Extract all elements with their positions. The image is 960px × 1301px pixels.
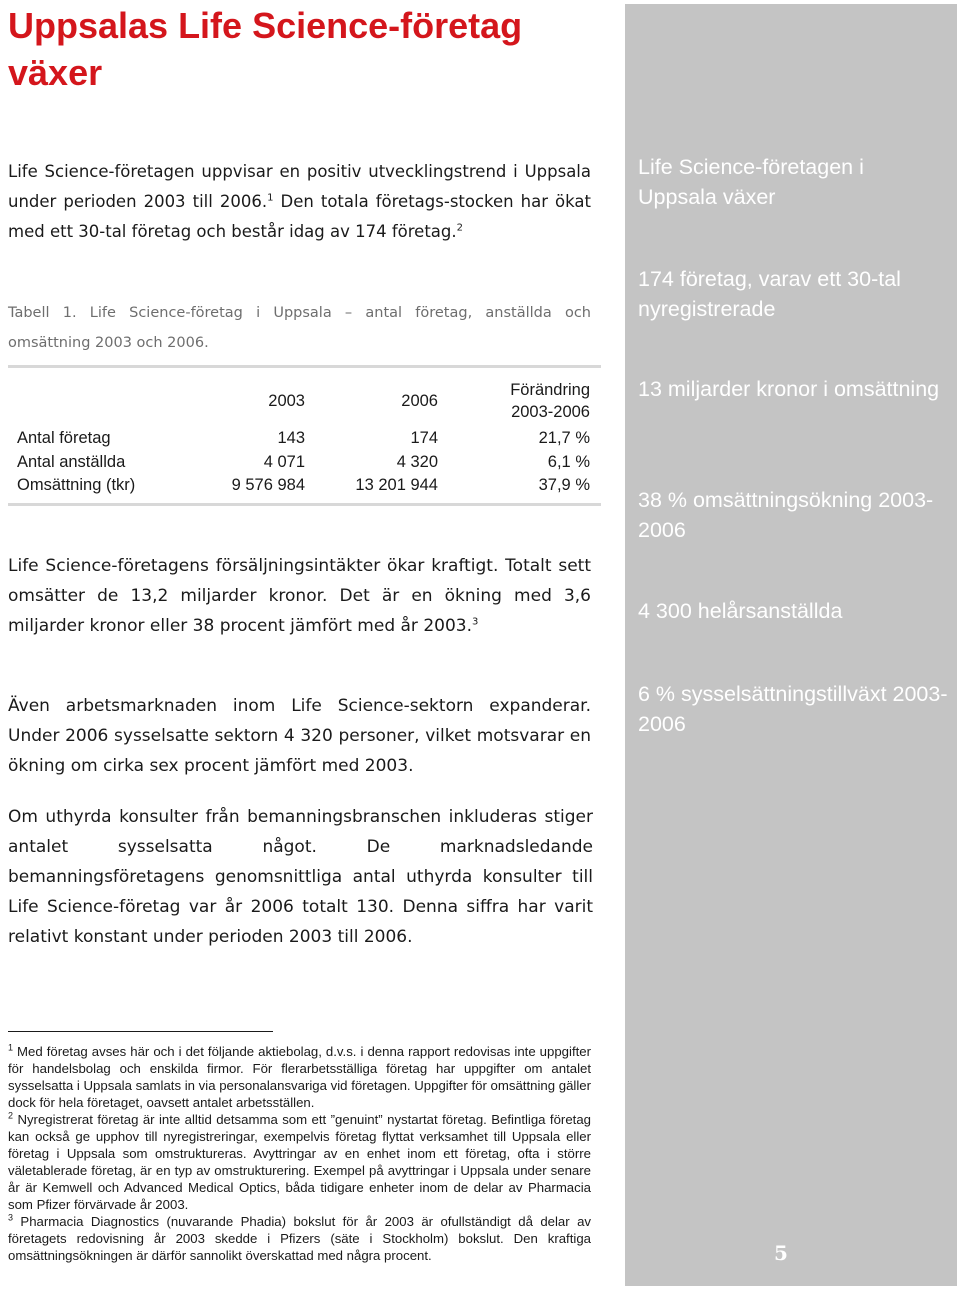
cell-revenue-change: 37,9 % <box>538 476 590 494</box>
footnote-text: Med företag avses här och i det följande aktiebolag, d.v.s. i denna rapport redovisas inte uppgifter för handelsbolag och enskilda firmor. För flerarbetsställiga företag har uppgifter om antalet sysselsatta i Uppsala samlats in via personalansvariga vid företagen. Uppgifter för omsättning gäller dock för hela företaget, oavsett antalet arbetsställen. <box>8 1044 591 1110</box>
sidebar-highlight-revenue: 13 miljarder kronor i omsättning <box>638 377 940 401</box>
footnote-ref-2[interactable]: 2 <box>456 222 464 234</box>
column-header-change-label: Förändring <box>510 381 590 399</box>
footnote-number: 2 <box>8 1110 14 1121</box>
page-title: Uppsalas Life Science-företag växer <box>8 5 523 93</box>
sidebar-highlight-companies: 174 företag, varav ett 30-tal nyregistrerade <box>638 267 901 321</box>
cell-employees-2006: 4 320 <box>396 453 438 471</box>
footnote-divider <box>8 1031 273 1032</box>
footnote-text: Pharmacia Diagnostics (nuvarande Phadia) bokslut för år 2003 är ofullständigt då delar av företagets redovisning år 2003 skedde i Pfizers (säte i Stockholm) bokslut. Den kraftiga omsättningsökningen är därför sannolikt överskattad med några procent. <box>8 1214 591 1263</box>
column-header-2003: 2003 <box>268 392 305 410</box>
table-caption: Tabell 1. Life Science-företag i Uppsala – antal företag, anställda och omsättning 2003 och 2006. <box>8 305 591 351</box>
footnote-3 <box>8 1213 591 1264</box>
sales-text: Life Science-företagens försäljningsintäkter ökar kraftigt. Totalt sett omsätter de 13,2 miljarder kronor. Det är en ökning med 3,6 miljarder kronor eller 38 procent jämfört med år 2003. <box>8 556 591 636</box>
footnote-ref-3[interactable]: 3 <box>472 616 479 628</box>
cell-revenue-2006: 13 201 944 <box>355 476 438 494</box>
row-label-employees: Antal anställda <box>17 453 126 471</box>
footnote-number: 3 <box>8 1212 14 1223</box>
row-label-companies: Antal företag <box>17 429 111 447</box>
footnote-number: 1 <box>8 1042 14 1053</box>
cell-employees-change: 6,1 % <box>547 453 590 471</box>
page-number: 5 <box>774 1241 788 1265</box>
column-header-change <box>478 379 590 423</box>
employment-paragraph: Även arbetsmarknaden inom Life Science-sektorn expanderar. Under 2006 sysselsatte sektorn 4 320 personer, vilket motsvarar en ökning om cirka sex procent jämfört med 2003. <box>8 696 591 776</box>
sidebar-highlight-growth: Life Science-företagen i Uppsala växer <box>638 155 864 209</box>
footnotes <box>8 1043 591 1264</box>
footnote-1 <box>8 1043 591 1111</box>
highlights-sidebar <box>625 4 957 1286</box>
sidebar-highlight-employment-growth: 6 % sysselsättningstillväxt 2003-2006 <box>638 682 948 736</box>
column-header-2006: 2006 <box>401 392 438 410</box>
footnote-text: Nyregistrerat företag är inte alltid detsamma som ett ”genuint” nystartat företag. Befintliga företag kan också ge upphov till nyregistreringar, exempelvis företag flyttat verksamhet till Uppsala eller företag i Uppsala som omstruktureras. Avyttringar av en enhet inom ett företag, ofta i större väletablerade företag, är en typ av omstrukturering. Exempel på avyttringar i Uppsala under senare år är Kemwell och Advanced Medical Optics, båda tidigare enheter inom de delar av Pharmacia som Pfizer förvärvade år 2003. <box>8 1112 591 1212</box>
statistics-table <box>8 365 601 506</box>
intro-text-b: Den totala företags-stocken har ökat med ett 30-tal företag och består idag av 174 företag. <box>8 192 591 241</box>
column-header-change-period: 2003-2006 <box>511 403 590 421</box>
cell-companies-change: 21,7 % <box>538 429 590 447</box>
intro-text-a: Life Science-företagen uppvisar en positiv utvecklingstrend i Uppsala under perioden 2003 till 2006. <box>8 162 591 211</box>
cell-employees-2003: 4 071 <box>263 453 305 471</box>
cell-companies-2003: 143 <box>277 429 305 447</box>
consultants-paragraph: Om uthyrda konsulter från bemanningsbranschen inkluderas stiger antalet sysselsatta något. De marknadsledande bemanningsföretagens genomsnittliga antal uthyrda konsulter till Life Science-företag var år 2006 totalt 130. Denna siffra har varit relativt konstant under perioden 2003 till 2006. <box>8 807 593 947</box>
sidebar-highlight-employees: 4 300 helårsanställda <box>638 599 843 623</box>
footnote-2 <box>8 1111 591 1213</box>
cell-companies-2006: 174 <box>410 429 438 447</box>
row-label-revenue: Omsättning (tkr) <box>17 476 136 494</box>
sales-paragraph <box>8 551 591 641</box>
cell-revenue-2003: 9 576 984 <box>231 476 305 494</box>
sidebar-highlight-revenue-growth: 38 % omsättningsökning 2003-2006 <box>638 488 934 542</box>
footnote-ref-1[interactable]: 1 <box>267 192 274 204</box>
intro-paragraph <box>8 157 591 247</box>
